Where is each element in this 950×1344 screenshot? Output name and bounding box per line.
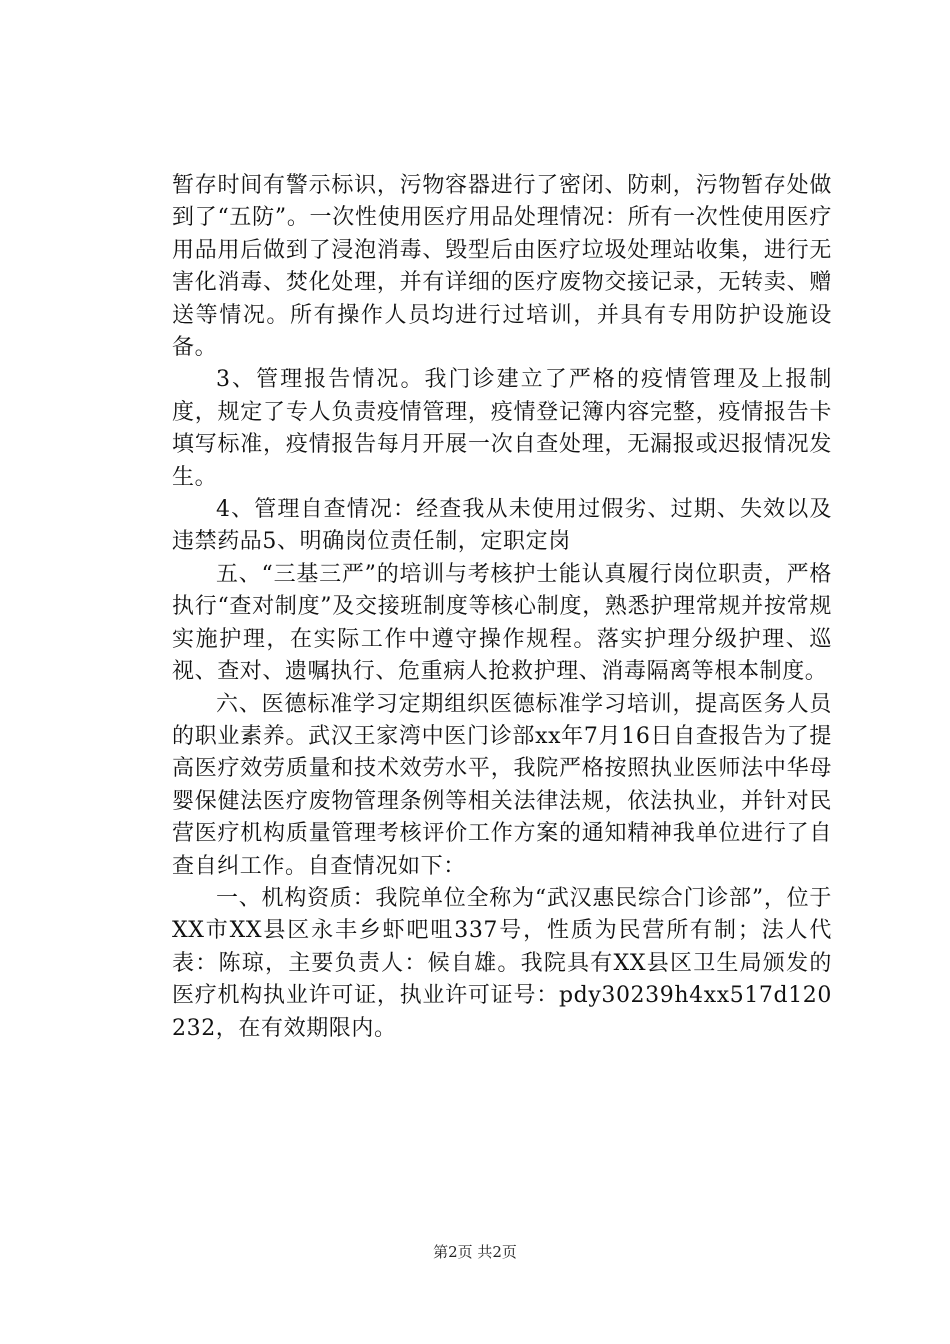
paragraph-self-inspection: 4、管理自查情况：经查我从未使用过假劣、过期、失效以及违禁药品5、明确岗位责任制，定职定岗 xyxy=(172,497,832,555)
document-body xyxy=(172,170,832,1045)
paragraph-training-assessment: 五、“三基三严”的培训与考核护士能认真履行岗位职责，严格执行“查对制度”及交接班制度等核心制度，熟悉护理常规并按常规实施护理，在实际工作中遵守操作规程。落实护理分级护理、巡视、查对、遗嘱执行、危重病人抢救护理、消毒隔离等根本制度。 xyxy=(172,561,832,685)
paragraph-continued: 暂存时间有警示标识，污物容器进行了密闭、防刺，污物暂存处做到了“五防”。一次性使用医疗用品处理情况：所有一次性使用医疗用品用后做到了浸泡消毒、毁型后由医疗垃圾处理站收集，进行无害化消毒、焚化处理，并有详细的医疗废物交接记录，无转卖、赠送等情况。所有操作人员均进行过培训，并具有专用防护设施设备。 xyxy=(172,173,832,361)
page-footer: 第2页 共2页 xyxy=(433,1243,517,1261)
paragraph-report-management: 3、管理报告情况。我门诊建立了严格的疫情管理及上报制度，规定了专人负责疫情管理，疫情登记簿内容完整，疫情报告卡填写标准，疫情报告每月开展一次自查处理，无漏报或迟报情况发生。 xyxy=(172,367,832,490)
paragraph-medical-ethics: 六、医德标准学习定期组织医德标准学习培训，提高医务人员的职业素养。武汉王家湾中医门诊部xx年7月16日自查报告为了提高医疗效劳质量和技术效劳水平，我院严格按照执业医师法中华母婴保健法医疗废物管理条例等相关法律法规，依法执业，并针对民营医疗机构质量管理考核评价工作方案的通知精神我单位进行了自查自纠工作。自查情况如下： xyxy=(172,691,832,879)
paragraph-institution-qualification: 一、机构资质：我院单位全称为“武汉惠民综合门诊部”，位于XX市XX县区永丰乡虾吧咀337号，性质为民营所有制；法人代表：陈琼，主要负责人：候自雄。我院具有XX县区卫生局颁发的医疗机构执业许可证，执业许可证号：pdy30239h4xx517d120232，在有效期限内。 xyxy=(172,885,832,1041)
